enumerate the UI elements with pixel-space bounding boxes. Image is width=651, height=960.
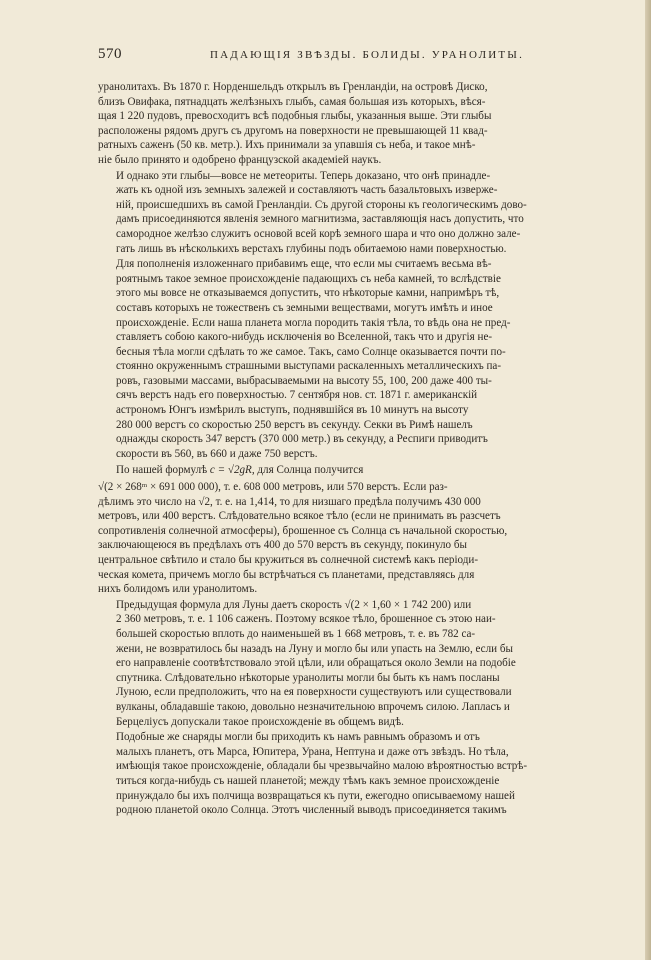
text-line: ставляетъ собою какого-нибудь исключенія во Вселенной, такъ что и другія не-	[116, 331, 493, 344]
text-line: бесныя тѣла могли сдѣлать то же самое. Такъ, само Солнце оказывается почти по-	[116, 345, 506, 358]
paragraph	[98, 598, 570, 729]
formula-expression: c = √2gR,	[209, 464, 255, 477]
paragraph	[98, 169, 570, 257]
text-line: ратныхъ саженъ (50 кв. метр.). Ихъ принимали за упавшія съ неба, и такое мнѣ-	[98, 139, 476, 152]
text-line: метровъ, или 400 верстъ. Слѣдовательно всякое тѣло (если не принимать въ разсчетъ	[98, 510, 501, 523]
formula-after-text: для Солнца получится	[257, 464, 364, 477]
text-line: принуждало бы ихъ полчища возвращаться къ пути, ежегодно описываемому нашей	[116, 789, 515, 802]
text-line: сячъ верстъ надъ его поверхностью. 7 сентября нов. ст. 1871 г. американскій	[116, 389, 478, 402]
paragraph	[98, 480, 570, 597]
text-line: жени, не возвратилось бы назадъ на Луну и могло бы или упасть на Землю, если бы	[116, 642, 513, 655]
running-title: ПАДАЮЩІЯ ЗВѢЗДЫ. БОЛИДЫ. УРАНОЛИТЫ.	[210, 49, 525, 61]
text-line: близъ Овифака, пятнадцать желѣзныхъ глыбъ, самая большая изъ которыхъ, вѣся-	[98, 95, 486, 108]
text-line: ческая комета, причемъ могло бы встрѣчаться съ планетами, представляясь для	[98, 568, 475, 581]
text-line: дѣлимъ это число на √2, т. е. на 1,414, то для низшаго предѣла получимъ 430 000	[98, 495, 481, 508]
paragraph	[98, 257, 570, 461]
text-line: спутника. Слѣдовательно нѣкоторые уранолиты могли бы быть къ намъ посланы	[116, 671, 500, 684]
text-line: Предыдущая формула для Луны даетъ скорость √(2 × 1,60 × 1 742 200) или	[116, 598, 472, 611]
text-line: Луною, если предположить, что на ея поверхности существуютъ или существовали	[116, 686, 512, 699]
text-line: титься когда-нибудь съ нашей планетой; между тѣмъ какъ земное происхожденіе	[116, 774, 500, 787]
text-line: 2 360 метровъ, т. е. 1 106 саженъ. Поэтому всякое тѣло, брошенное съ этою наи-	[116, 613, 496, 626]
text-line: вулканы, обладавшіе такою, довольно незначительною впрочемъ силою. Лапласъ и	[116, 700, 510, 713]
text-line: дамъ присоединяются явленія земного магнитизма, заставляющія насъ допустить, что	[116, 213, 524, 226]
text-line: ніе было принято и одобрено французской академіей наукъ.	[98, 153, 382, 166]
text-line: имѣющія такое происхожденіе, обладали бы чрезвычайно малою вѣроятностью встрѣ-	[116, 760, 528, 773]
text-line: родною планетой около Солнца. Этотъ численный выводъ присоединяется такимъ	[116, 804, 507, 817]
text-line: щая 1 220 пудовъ, превосходитъ всѣ подобныя глыбы, указанныя выше. Эти глыбы	[98, 110, 492, 123]
text-line: происхожденіе. Если наша планета могла породить такія тѣла, то вѣдь она не пред-	[116, 316, 511, 329]
paragraphs-after-formula	[98, 480, 570, 818]
text-line: этого мы вовсе не отказываемся допустить, что нѣкоторые камни, напримѣръ тѣ,	[116, 287, 500, 300]
page-header	[98, 46, 568, 66]
paragraphs-before-formula	[98, 80, 570, 461]
text-line: Берцеліусъ допускали такое происхожденіе въ общемъ видѣ.	[116, 715, 404, 728]
text-line: заключающеюся въ предѣлахъ отъ 400 до 570 верстъ въ секунду, покинуло бы	[98, 539, 467, 552]
text-line: ній, происшедшихъ въ самой Гренландіи. Съ другой стороны къ геологическимъ дово-	[116, 198, 527, 211]
formula-intro: По нашей формулѣ	[116, 464, 208, 477]
text-line: составъ которыхъ не тожественъ съ земными веществами, могутъ имѣть и иное	[116, 301, 493, 314]
text-line: Для пополненія изложеннаго прибавимъ еще, что если мы считаемъ весьма вѣ-	[116, 258, 492, 271]
text-line: сопротивленія солнечной атмосферы), брошенное съ Солнца съ начальной скоростью,	[98, 524, 508, 537]
text-line: И однако эти глыбы—вовсе не метеориты. Теперь доказано, что онѣ принадле-	[116, 169, 491, 182]
text-line: однажды скорость 347 верстъ (370 000 метр.) въ секунду, а Респиги приводитъ	[116, 433, 488, 446]
page-edge	[645, 0, 651, 960]
text-line: ровъ, газовыми массами, выбрасываемыми на высоту 55, 100, 200 даже 400 ты-	[116, 374, 492, 387]
text-line: 280 000 верстъ со скоростью 250 верстъ въ секунду. Секки въ Римѣ нашелъ	[116, 418, 473, 431]
text-line: уранолитахъ. Въ 1870 г. Норденшельдъ открылъ въ Гренландіи, на островѣ Диско,	[98, 81, 488, 93]
text-line: астрономъ Юнгъ измѣрилъ выступъ, поднявшійся въ 10 минутъ на высоту	[116, 404, 469, 417]
text-line: самородное желѣзо служитъ основой всей корѣ земного шара и что оно должно зале-	[116, 227, 521, 240]
text-line: нихъ болидомъ или уранолитомъ.	[98, 583, 258, 596]
text-line: Подобные же снаряды могли бы приходить къ намъ равнымъ образомъ и отъ	[116, 731, 480, 744]
text-line: расположены рядомъ другъ съ другомъ на поверхности не превышающей 11 квад-	[98, 124, 488, 137]
page-number: 570	[98, 46, 122, 62]
paragraph	[98, 730, 570, 818]
text-line: малыхъ планетъ, отъ Марса, Юпитера, Урана, Нептуна и даже отъ звѣздъ. Но тѣла,	[116, 745, 509, 758]
text-line: жать къ одной изъ земныхъ залежей и составляютъ часть базальтовыхъ изверже-	[116, 184, 498, 197]
text-line: гать лишь въ нѣсколькихъ верстахъ глубины подъ обитаемою нами поверхностью.	[116, 242, 507, 255]
text-line: роятнымъ такое земное происхожденіе падающихъ съ неба камней, то вслѣдствіе	[116, 272, 501, 285]
paragraph	[98, 80, 570, 168]
formula-line	[98, 463, 570, 478]
body-text	[98, 80, 570, 819]
text-line: скорости въ 560, въ 660 и даже 750 верстъ.	[116, 447, 318, 460]
text-line: √(2 × 268ᵐ × 691 000 000), т. е. 608 000 метровъ, или 570 верстъ. Если раз-	[98, 481, 448, 494]
text-line: центральное свѣтило и стало бы кружиться въ солнечной системѣ какъ періоди-	[98, 554, 479, 566]
text-line: стоянно окруженнымъ страшными выступами раскаленныхъ металлическихъ па-	[116, 360, 502, 373]
text-line: большей скоростью вплоть до наименьшей въ 1 668 метровъ, т. е. въ 782 са-	[116, 627, 476, 640]
text-line: его направленіе соотвѣтствовало этой цѣли, или обращаться около Земли на подобіе	[116, 657, 516, 670]
